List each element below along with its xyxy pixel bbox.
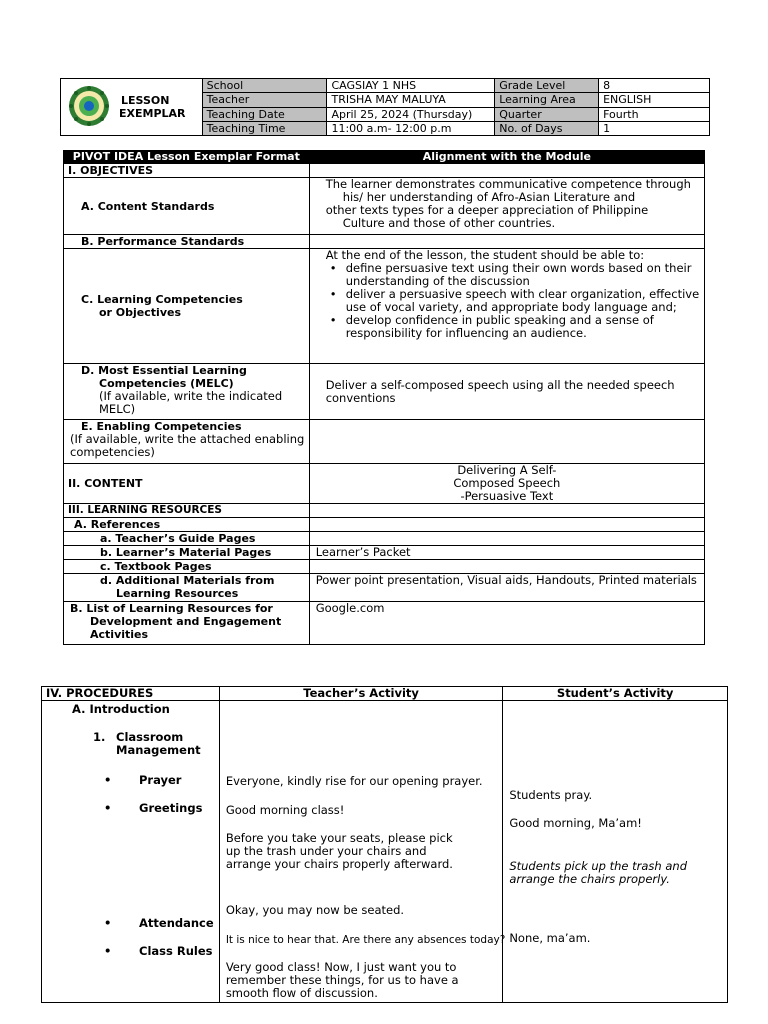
alignment-column-header: Alignment with the Module [309, 151, 704, 164]
learners-material-label: b. Learner’s Material Pages [64, 546, 310, 560]
student-greeting-text: Good morning, Ma’am! [509, 816, 642, 830]
lesson-exemplar-title: LESSON EXEMPLAR [119, 94, 186, 120]
classroom-management-label: Classroom Management [116, 730, 201, 757]
competency-item: • develop confidence in public speaking and a sense of responsibility for influencing an audience. [346, 314, 700, 340]
objectives-label: I. OBJECTIVES [64, 164, 310, 178]
classroom-management-number: 1. [93, 730, 106, 744]
teacher-value: TRISHA MAY MALUYA [327, 93, 495, 107]
performance-standards-label: B. Performance Standards [64, 235, 310, 249]
school-label: School [202, 79, 327, 93]
attendance-bullet: • [104, 916, 112, 930]
teacher-trash-text: Before you take your seats, please pick up the trash under your chairs and arrange your chairs properly afterward. [225, 831, 453, 871]
grade-level-value: 8 [599, 79, 710, 93]
school-seal-logo [68, 85, 110, 127]
no-of-days-value: 1 [599, 121, 710, 135]
learning-competencies-label: C. Learning Competencies or Objectives [64, 249, 310, 364]
additional-materials-value: Power point presentation, Visual aids, Handouts, Printed materials [309, 574, 704, 602]
learning-competencies-value: At the end of the lesson, the student should be able to: • define persuasive text using their own words based on their understanding of the discussion • deliver a persuasive speech with clear organization, effective use of vocal variety, and appropriate body language and; • develop confidence in public speaking and a sense of responsibility for influencing an audience. [309, 249, 704, 364]
references-label: A. References [64, 518, 310, 532]
teacher-label: Teacher [202, 93, 327, 107]
content-standards-value: The learner demonstrates communicative competence through his/ her understanding of Afro-Asian Literature and other texts types for a deeper appreciation of Philippine Culture and those of other countries. [309, 178, 704, 235]
logo-title-cell [61, 79, 203, 136]
prayer-bullet: • [104, 773, 112, 787]
textbook-pages-label: c. Textbook Pages [64, 560, 310, 574]
teaching-time-label: Teaching Time [202, 121, 327, 135]
prayer-label: Prayer [139, 773, 182, 787]
teacher-rules-text: Very good class! Now, I just want you to remember these things, for us to have a smooth flow of discussion. [225, 960, 459, 1000]
introduction-label: A. Introduction [72, 702, 170, 716]
teaching-time-value: 11:00 a.m- 12:00 p.m [327, 121, 495, 135]
competency-item: • define persuasive text using their own words based on their understanding of the discussion [346, 262, 700, 288]
greetings-bullet: • [104, 801, 112, 815]
teacher-greeting-text: Good morning class! [225, 803, 345, 817]
student-activity-cell [503, 701, 728, 1003]
teachers-guide-label: a. Teacher’s Guide Pages [64, 532, 310, 546]
attendance-label: Attendance [139, 916, 214, 930]
student-absence-text: None, ma’am. [509, 931, 591, 945]
procedures-table [41, 686, 728, 1003]
format-column-header: PIVOT IDEA Lesson Exemplar Format [64, 151, 310, 164]
teacher-prayer-text: Everyone, kindly rise for our opening prayer. [225, 774, 483, 788]
competencies-list [326, 262, 700, 340]
objectives-table [63, 150, 705, 645]
enabling-competencies-label: E. Enabling Competencies (If available, write the attached enabling competencies) [64, 420, 310, 464]
learning-resources-label: III. LEARNING RESOURCES [64, 504, 310, 518]
teacher-activity-header: Teacher’s Activity [219, 687, 503, 701]
teacher-activity-cell [219, 701, 506, 1003]
class-rules-label: Class Rules [139, 944, 213, 958]
learners-material-value: Learner’s Packet [309, 546, 704, 560]
content-value: Delivering A Self- Composed Speech -Persuasive Text [309, 464, 704, 504]
content-label: II. CONTENT [64, 464, 310, 504]
melc-label: D. Most Essential Learning Competencies (MELC) (If available, write the indicated MELC) [64, 364, 310, 420]
header-table [60, 78, 710, 136]
melc-value: Deliver a self-composed speech using all the needed speech conventions [309, 364, 704, 420]
content-standards-label: A. Content Standards [64, 178, 310, 235]
competency-item: • deliver a persuasive speech with clear organization, effective use of vocal variety, and appropriate body language and; [346, 288, 700, 314]
list-resources-value: Google.com [309, 602, 704, 645]
greetings-label: Greetings [139, 801, 203, 815]
quarter-value: Fourth [599, 107, 710, 121]
grade-level-label: Grade Level [495, 79, 599, 93]
class-rules-bullet: • [104, 944, 112, 958]
learning-area-value: ENGLISH [599, 93, 710, 107]
list-resources-label: B. List of Learning Resources for Development and Engagement Activities [64, 602, 310, 645]
teacher-seated-text: Okay, you may now be seated. [225, 903, 405, 917]
student-trash-text: Students pick up the trash and arrange the chairs properly. [509, 859, 688, 886]
student-pray-text: Students pray. [509, 788, 593, 802]
additional-materials-label: d. Additional Materials from Learning Resources [64, 574, 310, 602]
no-of-days-label: No. of Days [495, 121, 599, 135]
school-value: CAGSIAY 1 NHS [327, 79, 495, 93]
teacher-absences-text: It is nice to hear that. Are there any absences today? [225, 934, 506, 946]
student-activity-header: Student’s Activity [503, 687, 728, 701]
learning-area-label: Learning Area [495, 93, 599, 107]
quarter-label: Quarter [495, 107, 599, 121]
teaching-date-label: Teaching Date [202, 107, 327, 121]
procedures-header: IV. PROCEDURES [42, 687, 220, 701]
procedures-steps-cell [42, 701, 220, 1003]
teaching-date-value: April 25, 2024 (Thursday) [327, 107, 495, 121]
